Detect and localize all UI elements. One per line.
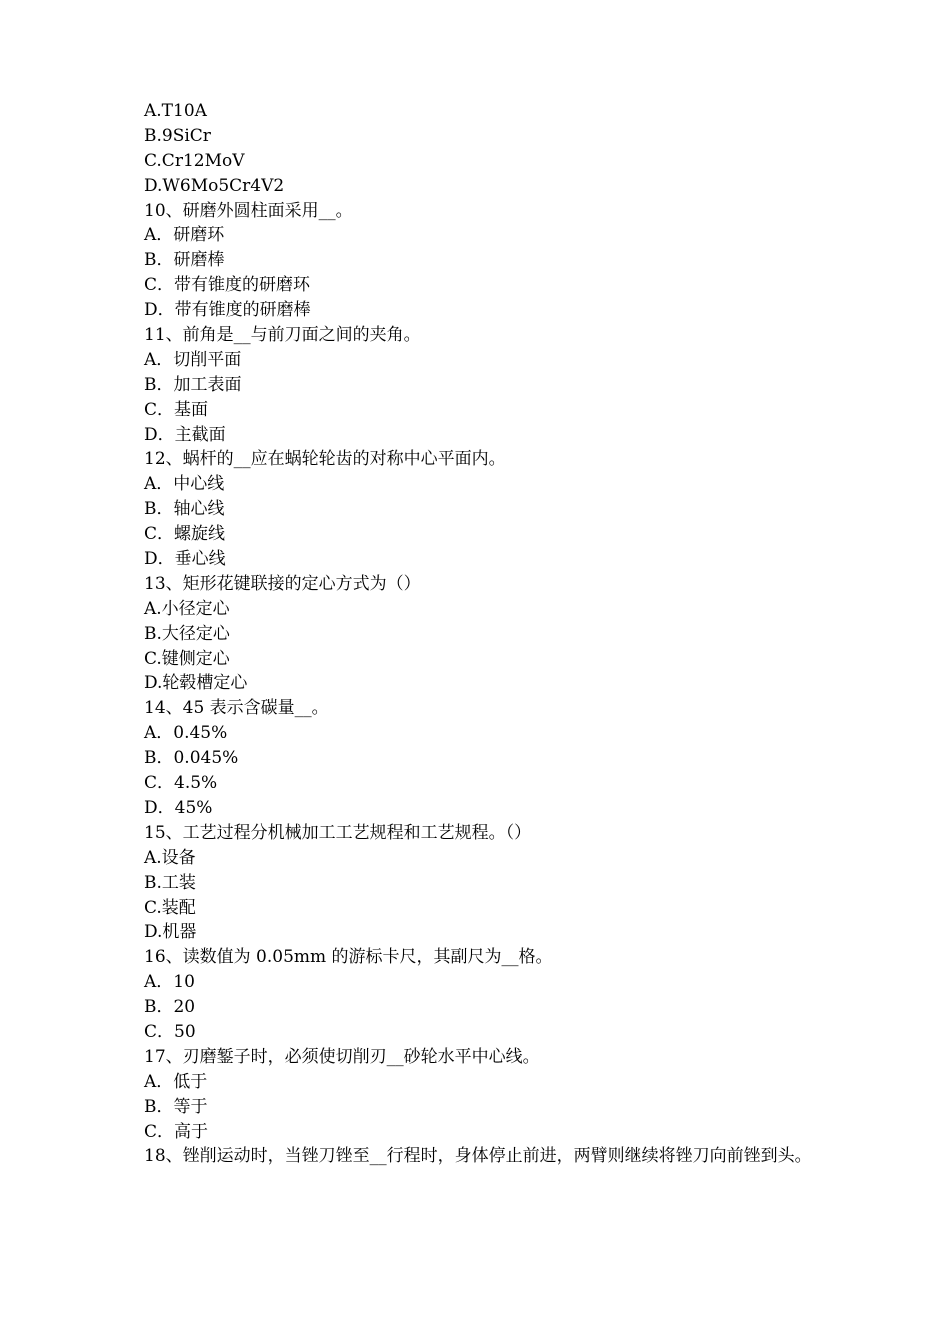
question-10: 10、研磨外圆柱面采用__。	[144, 200, 353, 221]
question-17: 17、刃磨錾子时，必须使切削刃__砂轮水平中心线。	[144, 1046, 540, 1067]
q11-option-b: B．加工表面	[144, 374, 242, 395]
q13-option-b: B.大径定心	[144, 623, 230, 644]
q15-option-d: D.机器	[144, 922, 197, 943]
q9-option-c: C.Cr12MoV	[144, 150, 245, 171]
q12-option-a: A．中心线	[144, 474, 225, 495]
q9-option-a: A.T10A	[144, 101, 207, 121]
q16-option-c: C．50	[144, 1021, 196, 1042]
question-16: 16、读数值为 0.05mm 的游标卡尺，其副尺为__格。	[144, 947, 553, 968]
q13-option-a: A.小径定心	[144, 598, 230, 619]
q16-option-b: B．20	[144, 997, 196, 1018]
q12-option-d: D．垂心线	[144, 549, 226, 570]
question-15: 15、工艺过程分机械加工工艺规程和工艺规程。（）	[144, 822, 532, 843]
question-14: 14、45 表示含碳量__。	[144, 698, 329, 719]
document-page	[144, 99, 824, 1169]
q11-option-c: C．基面	[144, 399, 209, 420]
question-11: 11、前角是__与前刀面之间的夹角。	[144, 325, 421, 346]
q9-option-d: D.W6Mo5Cr4V2	[144, 175, 285, 196]
q10-option-a: A．研磨环	[144, 225, 225, 246]
q17-option-c: C．高于	[144, 1121, 209, 1142]
q14-option-c: C．4.5%	[144, 773, 218, 794]
q17-option-a: A．低于	[144, 1071, 208, 1092]
q10-option-d: D．带有锥度的研磨棒	[144, 300, 311, 321]
q10-option-b: B．研磨棒	[144, 250, 225, 271]
q15-option-b: B.工装	[144, 872, 196, 893]
q13-option-d: D.轮毂槽定心	[144, 673, 248, 694]
q11-option-d: D．主截面	[144, 424, 226, 445]
q14-option-a: A．0.45%	[144, 723, 228, 744]
q10-option-c: C．带有锥度的研磨环	[144, 275, 311, 296]
q13-option-c: C.键侧定心	[144, 648, 230, 669]
q15-option-a: A.设备	[144, 847, 196, 868]
q11-option-a: A．切削平面	[144, 349, 242, 370]
question-12: 12、蜗杆的__应在蜗轮轮齿的对称中心平面内。	[144, 449, 506, 470]
q9-option-b: B.9SiCr	[144, 125, 211, 146]
question-13: 13、矩形花键联接的定心方式为（）	[144, 573, 421, 594]
q16-option-a: A．10	[144, 972, 195, 993]
q12-option-c: C．螺旋线	[144, 524, 226, 545]
q17-option-b: B．等于	[144, 1096, 208, 1117]
q15-option-c: C.装配	[144, 897, 196, 918]
q14-option-b: B．0.045%	[144, 748, 239, 769]
question-18: 18、锉削运动时，当锉刀锉至__行程时，身体停止前进，两臂则继续将锉刀向前锉到头。	[144, 1146, 812, 1167]
q14-option-d: D．45%	[144, 797, 213, 818]
q12-option-b: B．轴心线	[144, 499, 225, 520]
